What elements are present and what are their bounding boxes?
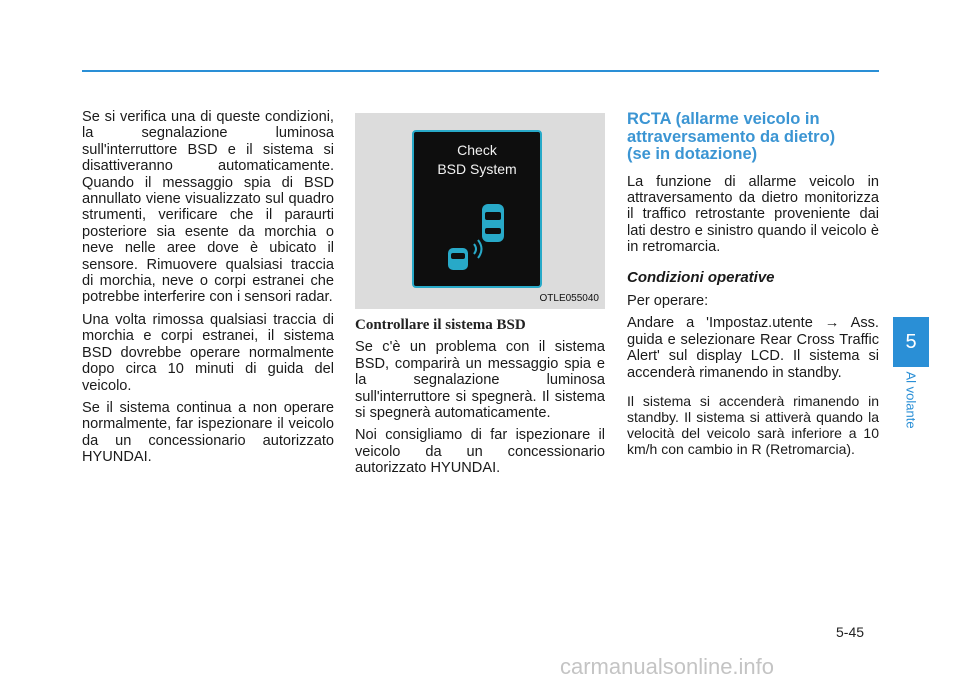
car-icon	[482, 204, 504, 242]
column-middle	[355, 113, 605, 483]
radar-wave-icon	[474, 240, 482, 258]
paragraph: Se il sistema continua a non operare normalmente, far ispezionare il veicolo da un concessionario autorizzato HYUNDAI.	[82, 399, 334, 466]
chapter-label: Al volante	[903, 371, 919, 429]
section-title: Controllare il sistema BSD	[355, 317, 526, 333]
car-icon	[448, 248, 468, 270]
paragraph: Il sistema si accenderà rimanendo in standby. Il sistema si attiverà quando la velocità del veicolo sarà inferiore a 10 km/h con cambio in R (Retromarcia).	[627, 392, 879, 457]
paragraph: La funzione di allarme veicolo in attraversamento da dietro monitorizza il traffico retrostante proveniente dai lati destro e sinistro quando il veicolo è in retromarcia.	[627, 173, 879, 256]
paragraph: Per operare:	[627, 292, 709, 309]
column-right	[627, 111, 879, 463]
bsd-figure	[355, 113, 605, 309]
paragraph: Una volta rimossa qualsiasi traccia di morchia e corpi estranei, il sistema BSD dovrebbe operare normalmente dopo circa 10 minuti di guida del veicolo.	[82, 311, 334, 394]
rcta-title-line: attraversamento da dietro)	[627, 127, 836, 146]
cluster-display	[412, 130, 542, 288]
paragraph: Noi consigliamo di far ispezionare il veicolo da un concessionario autorizzato HYUNDAI.	[355, 427, 605, 477]
chapter-tab: 5	[893, 317, 929, 367]
header-rule	[82, 70, 879, 72]
paragraph: Se c'è un problema con il sistema BSD, comparirà un messaggio spia e la segnalazione luminosa sull'interruttore si spegnerà. Il sistema si spegnerà automaticamente.	[355, 339, 605, 422]
rcta-title-line: RCTA (allarme veicolo in	[627, 110, 820, 128]
watermark: carmanualsonline.info	[560, 654, 775, 679]
paragraph: Andare a 'Impostaz.utente → Ass. guida e selezionare Rear Cross Traffic Alert' sul display LCD. Il sistema si accenderà rimanendo in standby.	[627, 315, 879, 381]
display-line-bsd: BSD System	[437, 161, 517, 177]
display-line-check: Check	[457, 142, 497, 158]
rcta-title	[627, 111, 879, 164]
figure-code: OTLE055040	[539, 292, 599, 304]
page-number: 5-45	[836, 624, 865, 640]
bsd-graphic	[414, 132, 540, 286]
paragraph: Se si verifica una di queste condizioni, la segnalazione luminosa sull'interruttore BSD e il sistema si disattiveranno automaticamente. Quando il messaggio spia di BSD annullato viene visualizzato sul quadro strumenti, verificare che il paraurti posteriore sia esente da morchia o neve nelle aree dove è ubicato il sensore. Rimuovere qualsiasi traccia di morchia, neve o corpi estranei che potrebbe interferire con i sensori radar.	[82, 109, 334, 306]
rcta-title-line: (se in dotazione)	[627, 145, 758, 163]
subsection-title: Condizioni operative	[627, 268, 775, 286]
column-left	[82, 109, 334, 472]
